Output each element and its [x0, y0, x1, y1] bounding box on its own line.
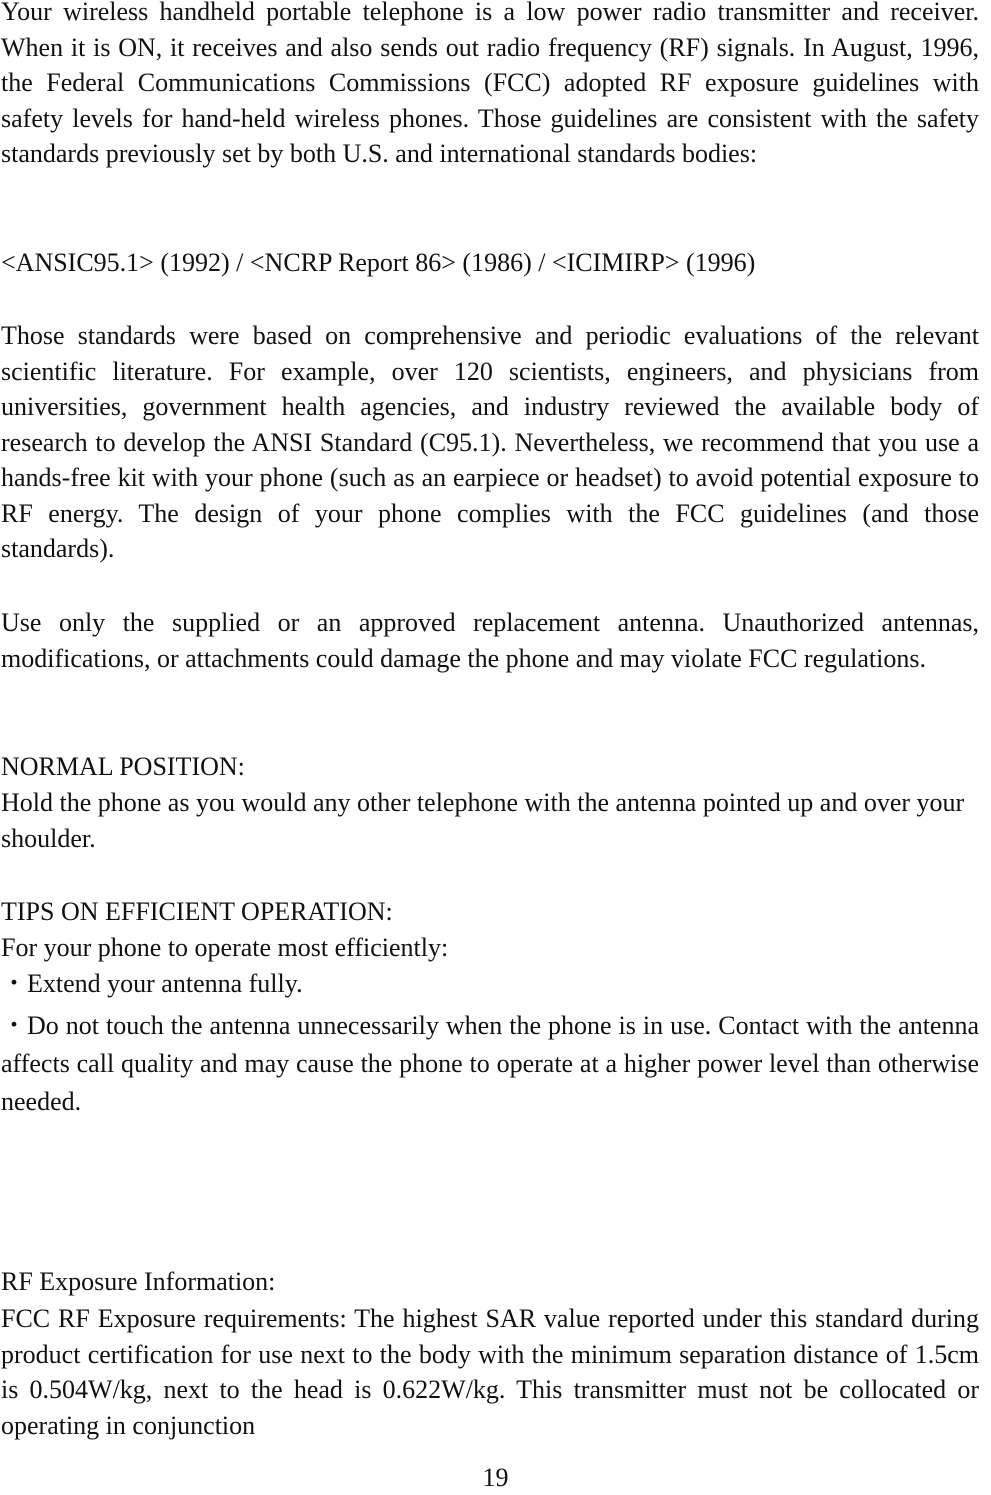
normal-position-text: Hold the phone as you would any other telephone with the antenna pointed up and over your shoulder. [1, 788, 965, 853]
bullet-mark: ・ [1, 1011, 28, 1040]
tips-heading: TIPS ON EFFICIENT OPERATION: [1, 897, 393, 926]
tip-bullet-item [1, 965, 979, 1003]
rf-exposure-paragraph: FCC RF Exposure requirements: The highest SAR value reported under this standard during product certification for use next to the body with the minimum separation distance of 1.5cm is 0.504W/kg, next to the head is 0.622W/kg. This transmitter must not be collocated or operating in conjunction [1, 1304, 979, 1440]
normal-position-heading: NORMAL POSITION: [1, 752, 245, 781]
tip-bullet-item [1, 1007, 979, 1121]
bullet-mark: ・ [1, 969, 28, 998]
research-paragraph: Those standards were based on comprehensive and periodic evaluations of the relevant scientific literature. For example, over 120 scientists, engineers, and physicians from universities, government health agencies, and industry reviewed the available body of research to develop the ANSI Standard (C95.1). Nevertheless, we recommend that you use a hands-free kit with your phone (such as an earpiece or headset) to avoid potential exposure to RF energy. The design of your phone complies with the FCC guidelines (and those standards). [1, 321, 979, 563]
tip-bullet-text: Do not touch the antenna unnecessarily when the phone is in use. Contact with the antenna affects call quality and may cause the phone to operate at a higher power level than otherwise needed. [1, 1011, 979, 1116]
intro-paragraph: Your wireless handheld portable telephone is a low power radio transmitter and receiver. When it is ON, it receives and also sends out radio frequency (RF) signals. In August, 1996, the Federal Communications Commissions (FCC) adopted RF exposure guidelines with safety levels for hand-held wireless phones. Those guidelines are consistent with the safety standards previously set by both U.S. and international standards bodies: [1, 0, 979, 168]
page-number: 19 [482, 1463, 509, 1492]
standards-line: <ANSIC95.1> (1992) / <NCRP Report 86> (1986) / <ICIMIRP> (1996) [1, 248, 756, 277]
tip-bullet-text: Extend your antenna fully. [27, 969, 303, 998]
tips-intro: For your phone to operate most efficiently: [1, 933, 449, 962]
rf-exposure-heading: RF Exposure Information: [1, 1267, 276, 1296]
antenna-paragraph: Use only the supplied or an approved replacement antenna. Unauthorized antennas, modifications, or attachments could damage the phone and may violate FCC regulations. [1, 608, 979, 673]
